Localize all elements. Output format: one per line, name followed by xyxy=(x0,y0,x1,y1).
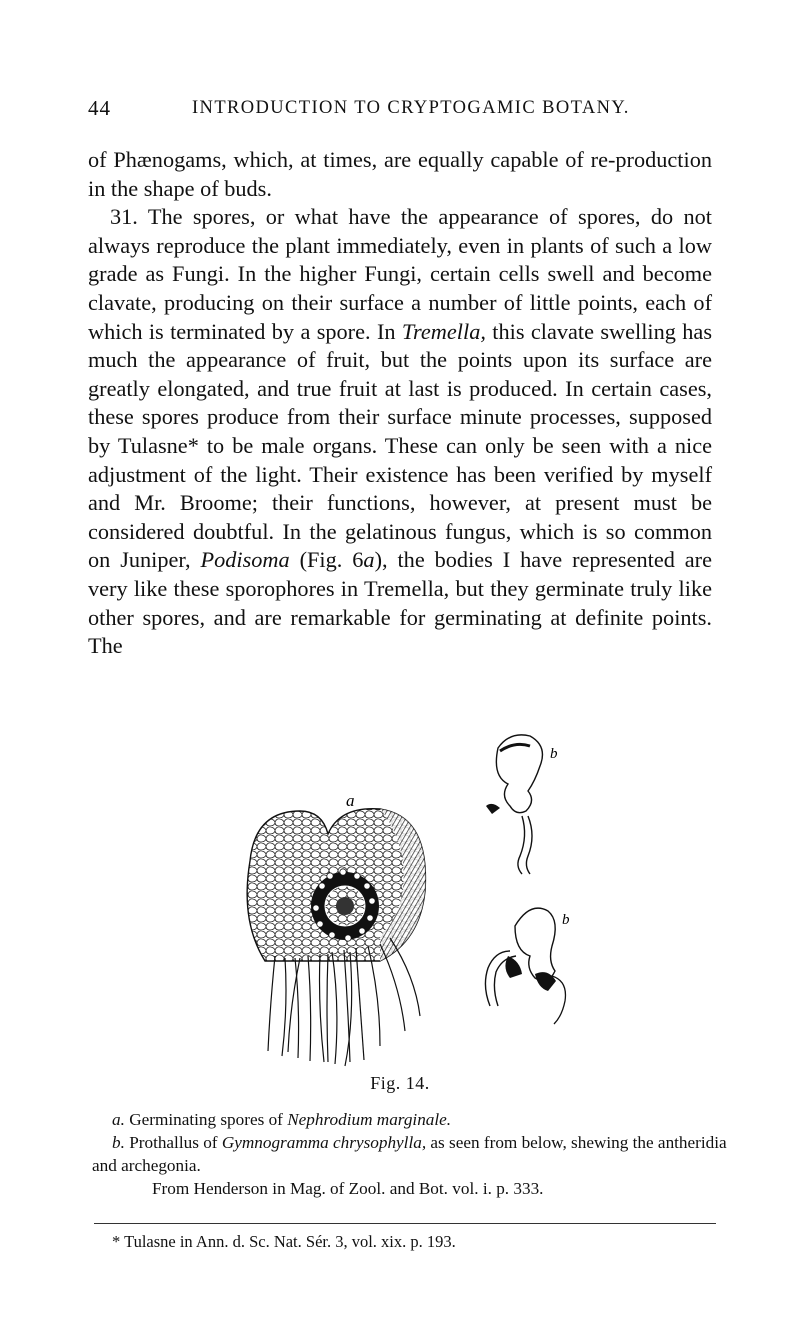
footnote: * Tulasne in Ann. d. Sc. Nat. Sér. 3, vol. xix. p. 193. xyxy=(112,1232,456,1251)
figure-reference-letter: a xyxy=(363,547,375,573)
figure-label-b-top: b xyxy=(550,746,558,762)
paragraph-31 xyxy=(88,203,712,661)
section-number: 31. xyxy=(110,204,138,230)
figure-reference: (Fig. 6 xyxy=(299,547,364,573)
prothallus-drawing xyxy=(247,809,425,1066)
figure-label-a: a xyxy=(346,791,355,810)
caption-species: Gymnogramma chrysophylla, xyxy=(221,1133,427,1152)
paragraph-text: ), the bodies I have represented are very like these sporophores in Tremella, but they germinate truly like other spores, and are remarkable for germinating at definite points. The xyxy=(88,547,712,659)
caption-source: From Henderson in Mag. of Zool. and Bot. vol. i. p. 333. xyxy=(152,1179,544,1198)
paragraph-continued: of Phænogams, which, at times, are equally capable of re-production in the shape of buds. xyxy=(88,147,712,201)
caption-key: b. xyxy=(112,1133,125,1152)
spore-drawing-upper xyxy=(486,735,558,874)
caption-text: Prothallus of xyxy=(129,1133,218,1152)
page-number: 44 xyxy=(88,96,111,120)
figure-captions xyxy=(92,1108,752,1200)
footnote-rule xyxy=(94,1223,716,1224)
page-header xyxy=(88,96,748,128)
caption-key: a. xyxy=(112,1110,125,1129)
caption-species: Nephrodium marginale. xyxy=(287,1110,452,1129)
caption-b xyxy=(92,1131,752,1177)
figure-label-b-bottom: b xyxy=(562,912,570,928)
caption-text: as seen from below, shewing the antheridia and archegonia. xyxy=(92,1133,727,1175)
running-title: INTRODUCTION TO CRYPTOGAMIC BOTANY. xyxy=(192,98,630,118)
caption-text: Germinating spores of xyxy=(129,1110,283,1129)
genus-podisoma: Podisoma xyxy=(200,547,290,573)
spore-drawing-lower xyxy=(485,908,570,1024)
body-text xyxy=(88,146,712,661)
paragraph-text: this clavate swelling has much the appearance of fruit, but the points upon its surface are greatly elongated, and true fruit at last is produced. In certain cases, these spores produce from their surface minute processes, supposed by Tulasne* to be male organs. These can only be seen with a nice adjustment of the light. Their existence has been verified by myself and Mr. Broome; their functions, however, at present must be considered doubtful. In the gelatinous fungus, which is so common on Juniper, xyxy=(88,318,713,573)
paragraph-text: The spores, or what have the appearance of spores, do not always reproduce the plant immediately, even in plants of such a low grade as Fungi. In the higher Fungi, certain cells swell and become clavate, producing on their surface a number of little points, each of which is terminated by a spore. In xyxy=(88,204,712,344)
figure-illustration xyxy=(230,706,610,1076)
figure-title: Fig. 14. xyxy=(370,1073,430,1093)
caption-a xyxy=(92,1108,752,1131)
genus-tremella: Tremella, xyxy=(401,318,486,344)
